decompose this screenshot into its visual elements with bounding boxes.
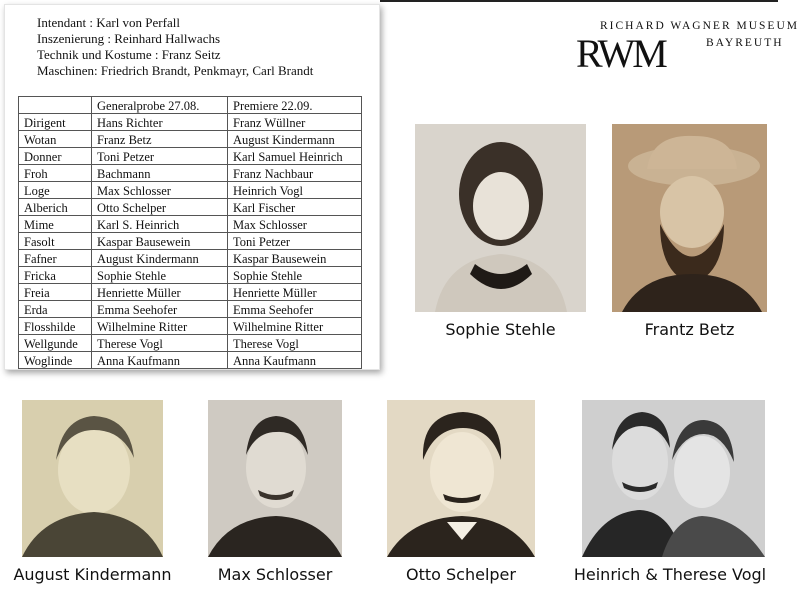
premiere-cell: Karl Samuel Heinrich bbox=[228, 148, 362, 165]
premiere-cell: Franz Nachbaur bbox=[228, 165, 362, 182]
role-cell: Mime bbox=[19, 216, 92, 233]
premiere-cell: Anna Kaufmann bbox=[228, 352, 362, 369]
caption-max-schlosser: Max Schlosser bbox=[217, 565, 333, 584]
portrait-image bbox=[387, 400, 535, 557]
portrait-sophie-stehle bbox=[415, 124, 586, 312]
table-header-cell: Premiere 22.09. bbox=[228, 97, 362, 114]
premiere-cell: Therese Vogl bbox=[228, 335, 362, 352]
table-header-cell: Generalprobe 27.08. bbox=[92, 97, 228, 114]
table-row bbox=[19, 335, 362, 352]
premiere-cell: Max Schlosser bbox=[228, 216, 362, 233]
premiere-cell: Wilhelmine Ritter bbox=[228, 318, 362, 335]
premiere-cell: Heinrich Vogl bbox=[228, 182, 362, 199]
premiere-cell: Kaspar Bausewein bbox=[228, 250, 362, 267]
cast-table bbox=[18, 96, 362, 369]
logo-city-text: BAYREUTH bbox=[706, 37, 784, 49]
role-cell: Dirigent bbox=[19, 114, 92, 131]
table-row bbox=[19, 148, 362, 165]
role-cell: Woglinde bbox=[19, 352, 92, 369]
credit-line-intendant: Intendant : Karl von Perfall bbox=[37, 15, 180, 30]
role-cell: Wotan bbox=[19, 131, 92, 148]
premiere-cell: Franz Wüllner bbox=[228, 114, 362, 131]
role-cell: Loge bbox=[19, 182, 92, 199]
generalprobe-cell: Henriette Müller bbox=[92, 284, 228, 301]
table-row bbox=[19, 165, 362, 182]
logo-brand-text: RICHARD WAGNER MUSEUM bbox=[600, 20, 799, 32]
role-cell: Donner bbox=[19, 148, 92, 165]
premiere-cell: Toni Petzer bbox=[228, 233, 362, 250]
credit-line-machines: Maschinen: Friedrich Brandt, Penkmayr, Carl Brandt bbox=[37, 63, 314, 78]
premiere-cell: Emma Seehofer bbox=[228, 301, 362, 318]
logo-mark: RWM bbox=[576, 31, 665, 76]
table-row bbox=[19, 199, 362, 216]
table-row bbox=[19, 301, 362, 318]
table-row bbox=[19, 233, 362, 250]
caption-otto-schelper: Otto Schelper bbox=[406, 565, 516, 584]
portrait-august-kindermann bbox=[22, 400, 163, 557]
table-row bbox=[19, 216, 362, 233]
caption-august-kindermann: August Kindermann bbox=[13, 565, 172, 584]
generalprobe-cell: Karl S. Heinrich bbox=[92, 216, 228, 233]
role-cell: Erda bbox=[19, 301, 92, 318]
generalprobe-cell: Wilhelmine Ritter bbox=[92, 318, 228, 335]
role-cell: Fasolt bbox=[19, 233, 92, 250]
generalprobe-cell: August Kindermann bbox=[92, 250, 228, 267]
table-row bbox=[19, 114, 362, 131]
role-cell: Fricka bbox=[19, 267, 92, 284]
premiere-cell: Karl Fischer bbox=[228, 199, 362, 216]
credit-line-staging: Inszenierung : Reinhard Hallwachs bbox=[37, 31, 221, 46]
table-header-cell bbox=[19, 97, 92, 114]
portrait-image bbox=[612, 124, 767, 312]
caption-heinrich-therese-vogl: Heinrich & Therese Vogl bbox=[573, 565, 767, 584]
generalprobe-cell: Therese Vogl bbox=[92, 335, 228, 352]
table-row bbox=[19, 318, 362, 335]
table-header-row bbox=[19, 97, 362, 114]
role-cell: Wellgunde bbox=[19, 335, 92, 352]
generalprobe-cell: Franz Betz bbox=[92, 131, 228, 148]
credit-line-costume: Technik und Kostume : Franz Seitz bbox=[37, 47, 221, 62]
generalprobe-cell: Hans Richter bbox=[92, 114, 228, 131]
premiere-cell: August Kindermann bbox=[228, 131, 362, 148]
generalprobe-cell: Max Schlosser bbox=[92, 182, 228, 199]
museum-logo bbox=[576, 20, 799, 76]
premiere-cell: Sophie Stehle bbox=[228, 267, 362, 284]
premiere-cell: Henriette Müller bbox=[228, 284, 362, 301]
table-row bbox=[19, 267, 362, 284]
table-row bbox=[19, 284, 362, 301]
portrait-otto-schelper bbox=[387, 400, 535, 557]
role-cell: Fafner bbox=[19, 250, 92, 267]
generalprobe-cell: Bachmann bbox=[92, 165, 228, 182]
generalprobe-cell: Emma Seehofer bbox=[92, 301, 228, 318]
credits-block bbox=[37, 15, 313, 79]
generalprobe-cell: Anna Kaufmann bbox=[92, 352, 228, 369]
generalprobe-cell: Toni Petzer bbox=[92, 148, 228, 165]
role-cell: Froh bbox=[19, 165, 92, 182]
top-rule bbox=[380, 0, 778, 2]
role-cell: Alberich bbox=[19, 199, 92, 216]
table-row bbox=[19, 352, 362, 369]
table-row bbox=[19, 250, 362, 267]
caption-frantz-betz: Frantz Betz bbox=[644, 320, 735, 339]
portrait-image bbox=[208, 400, 342, 557]
portrait-image bbox=[582, 400, 765, 557]
cast-document bbox=[4, 4, 380, 370]
generalprobe-cell: Otto Schelper bbox=[92, 199, 228, 216]
role-cell: Freia bbox=[19, 284, 92, 301]
portrait-image bbox=[415, 124, 586, 312]
portrait-max-schlosser bbox=[208, 400, 342, 557]
caption-sophie-stehle: Sophie Stehle bbox=[445, 320, 556, 339]
portrait-image bbox=[22, 400, 163, 557]
portrait-frantz-betz bbox=[612, 124, 767, 312]
generalprobe-cell: Kaspar Bausewein bbox=[92, 233, 228, 250]
table-row bbox=[19, 131, 362, 148]
role-cell: Flosshilde bbox=[19, 318, 92, 335]
table-row bbox=[19, 182, 362, 199]
portrait-heinrich-therese-vogl bbox=[582, 400, 765, 557]
generalprobe-cell: Sophie Stehle bbox=[92, 267, 228, 284]
